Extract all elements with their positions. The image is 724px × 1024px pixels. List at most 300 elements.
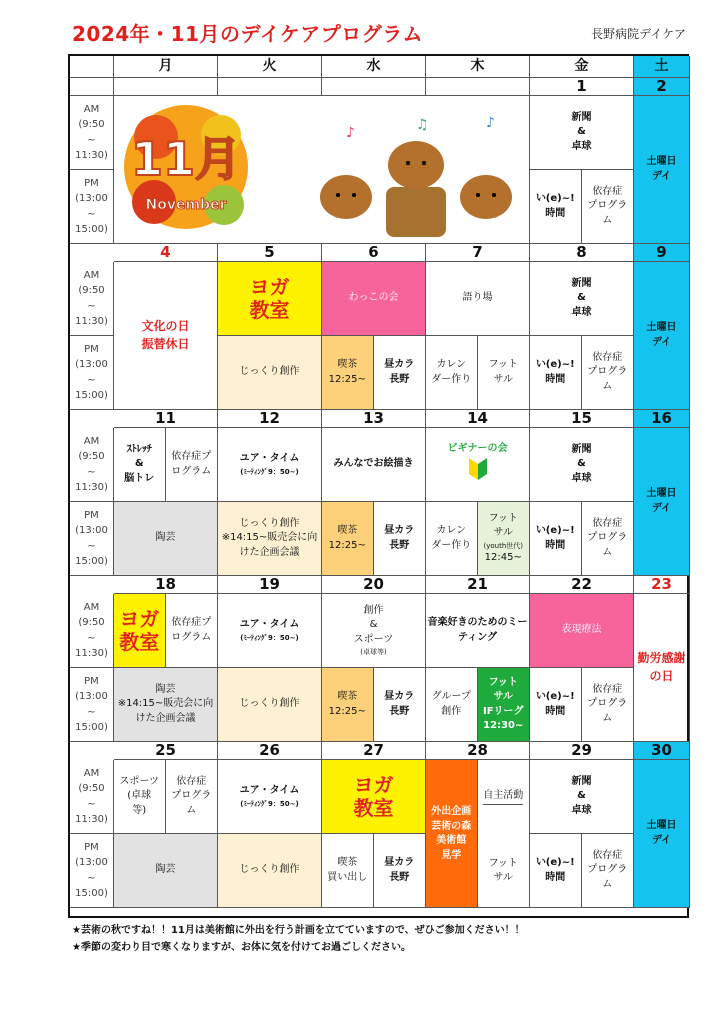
- thu-right: [478, 760, 530, 908]
- cell-line: 12:25~: [328, 373, 366, 385]
- cell-line: い(e)~!: [535, 359, 575, 370]
- holiday-cell-line: 振替休日: [141, 336, 190, 351]
- cell-line: 喫茶: [337, 857, 358, 868]
- month-logo-text: 11月: [130, 131, 241, 186]
- date-cell: [530, 78, 634, 96]
- am-slot-label-line: (9:50: [78, 285, 105, 296]
- sat-cell-line: 土曜日: [646, 820, 677, 831]
- beginner-meeting: [426, 428, 530, 502]
- cell-line: 依存症プ: [171, 617, 212, 628]
- cell-line: サル: [493, 872, 513, 883]
- pm-slot-label-line: ~: [87, 374, 96, 386]
- date-cell-empty: [114, 78, 218, 96]
- tue-am-line: ユア・タイム: [239, 785, 300, 797]
- date-cell: [634, 78, 690, 96]
- cell-line: 等): [132, 804, 147, 816]
- fri-am-line: 新聞: [571, 111, 592, 123]
- cell-line: フット: [488, 512, 518, 524]
- mon-pm-line: けた企画会議: [135, 712, 196, 724]
- wed-pm: [322, 668, 426, 742]
- header-day: [426, 56, 530, 78]
- pm-slot-label-line: 15:00): [75, 888, 108, 899]
- am-slot-label-line: 11:30): [75, 150, 108, 161]
- sat-cell-line: デイ: [651, 336, 672, 348]
- date-cell-line: 30: [651, 742, 672, 759]
- cell-line: 依存症: [592, 849, 623, 861]
- fri-am-line: &: [577, 790, 586, 802]
- mon-am-right: [166, 594, 218, 667]
- date-cell-line: 29: [571, 742, 592, 759]
- sat-cell: [634, 262, 690, 410]
- mon-am: [114, 760, 218, 834]
- pm-slot-label-line: (13:00: [75, 857, 108, 868]
- wed-pm-right: [374, 834, 426, 907]
- music-notes-icon: [346, 115, 495, 141]
- tue-am: [218, 760, 322, 834]
- date-cell-line: 13: [363, 410, 384, 427]
- cell-line: プログラ: [587, 366, 628, 378]
- self-activity: [483, 789, 523, 805]
- mon-am: [114, 428, 218, 502]
- cell-line: ム: [602, 878, 613, 890]
- cell-line: ム: [186, 804, 197, 816]
- wed-pm-left: [322, 502, 374, 575]
- fri-pm-right: [582, 170, 634, 243]
- cell-line: ヨガ: [119, 606, 160, 631]
- date-cell: [634, 742, 690, 760]
- sat-cell-line: デイ: [651, 502, 672, 514]
- pm-slot-label-line: PM: [84, 509, 99, 521]
- cell-line: プログラ: [587, 532, 628, 544]
- sat-cell-line: デイ: [651, 834, 672, 846]
- date-cell: [322, 742, 426, 760]
- cell-line: ダー作り: [431, 539, 472, 551]
- date-cell-line: 20: [363, 576, 384, 593]
- date-cell-line: 22: [571, 576, 592, 593]
- cell-line: ム: [602, 712, 613, 724]
- tue-pm-line: じっくり創作: [239, 698, 300, 710]
- pm-slot-label-line: (13:00: [75, 525, 108, 536]
- cell-line: グループ: [431, 691, 471, 702]
- cell-line: 12:25~: [328, 705, 366, 717]
- pm-slot-label-line: (13:00: [75, 691, 108, 702]
- header-day: [322, 56, 426, 78]
- tree-stump-icon: [386, 187, 446, 237]
- cell-line: 依存症: [176, 775, 207, 787]
- autumn-chestnut-illustration: [116, 97, 528, 243]
- cell-line: フット: [488, 359, 518, 370]
- fri-am: [530, 96, 634, 170]
- tue-am: [218, 594, 322, 668]
- date-cell: [322, 244, 426, 262]
- pm-slot-label-line: PM: [84, 675, 99, 687]
- sat-cell-line: 土曜日: [646, 156, 677, 167]
- cell-line: 依存症: [592, 185, 623, 197]
- header-day-line: 水: [366, 58, 381, 75]
- cell-line: 自主活動: [483, 790, 524, 802]
- cell-line: 時間: [545, 705, 566, 717]
- thu-pm-left: [426, 336, 478, 409]
- cell-line: 喫茶: [337, 359, 358, 370]
- am-slot-label-line: 11:30): [75, 814, 108, 825]
- date-cell: [114, 244, 218, 262]
- cell-line: ム: [602, 214, 613, 226]
- date-cell-line: 21: [467, 576, 488, 593]
- holiday-cell-line: 文化の日: [141, 319, 190, 334]
- date-cell-line: 14: [467, 410, 488, 427]
- wed-pm-right: [374, 336, 426, 409]
- tue-pm-line: じっくり創作: [239, 366, 300, 378]
- thu-pm: [426, 668, 530, 742]
- note-2: ★季節の変わり目で寒くなりますが、お体に気を付けてお過ごしください。: [72, 942, 411, 953]
- cell-line: IFリーグ: [482, 705, 524, 717]
- cell-line: 昼カラ: [384, 525, 415, 536]
- am-slot-label-line: AM: [83, 435, 100, 447]
- mon-am-left: [114, 760, 166, 833]
- november-illustration: [114, 96, 530, 244]
- tue-am-line: ユア・タイム: [239, 619, 300, 631]
- schedule-table: [68, 54, 689, 918]
- am-slot-label-line: (9:50: [78, 119, 105, 130]
- pm-slot-label-line: ~: [87, 706, 96, 718]
- date-cell: [426, 244, 530, 262]
- thu-pm-left: [426, 668, 478, 741]
- cell-line: (youth世代): [483, 541, 523, 550]
- pm-slot-label: [70, 668, 114, 742]
- date-cell: [426, 410, 530, 428]
- mon-am-left: [114, 594, 166, 667]
- sat-cell: [634, 760, 690, 908]
- wed-am-line: &: [369, 619, 378, 631]
- svg-text:♪: ♪: [485, 114, 495, 131]
- fri-pm-left: [530, 668, 582, 741]
- wed-pm-right: [374, 502, 426, 575]
- fri-pm-right: [582, 834, 634, 907]
- fri-pm-left: [530, 336, 582, 409]
- cell-line: プログラ: [171, 790, 212, 802]
- date-cell: [634, 244, 690, 262]
- header-day-line: 土: [654, 58, 669, 75]
- tue-am-line: (ﾐｰﾃｨﾝｸﾞ9：50~): [240, 467, 299, 476]
- cell-line: スポーツ: [119, 775, 160, 787]
- mon-pm-line: 陶芸: [155, 683, 176, 695]
- cell-line: い(e)~!: [535, 525, 575, 536]
- am-slot-label-line: 11:30): [75, 316, 108, 327]
- cell-line: ｽﾄﾚｯﾁ: [126, 443, 152, 455]
- cell-line: い(e)~!: [535, 857, 575, 868]
- header-day: [530, 56, 634, 78]
- date-cell: [634, 576, 690, 594]
- cell-line: サル: [493, 373, 513, 385]
- date-cell-empty: [426, 78, 530, 96]
- note-1: ★芸術の秋ですね！！11月は美術館に外出を行う計画を立てていますので、ぜひご参加ください！！: [72, 925, 525, 936]
- svg-text:♪: ♪: [345, 124, 355, 141]
- wed-am-line: みんなでお絵描き: [333, 458, 414, 470]
- fri-am-line: &: [577, 292, 586, 304]
- cell-line: 喫茶: [337, 525, 358, 536]
- date-cell-line: 9: [656, 244, 667, 261]
- yoga-class: [322, 760, 426, 834]
- cell-line: 昼カラ: [384, 857, 415, 868]
- date-cell-line: 8: [576, 244, 587, 261]
- talk-space: [426, 262, 530, 336]
- expression-therapy-line: 表現療法: [561, 624, 602, 636]
- date-cell: [322, 576, 426, 594]
- cell-line: 創作: [441, 705, 462, 717]
- pm-slot-label-line: PM: [84, 841, 99, 853]
- holiday-cell: [114, 262, 218, 410]
- cell-line: カレン: [436, 359, 467, 370]
- fri-am-line: 卓球: [571, 140, 592, 152]
- am-slot-label: [70, 262, 114, 336]
- mon-am-right: [166, 760, 218, 833]
- date-cell: [530, 244, 634, 262]
- cell-line: 喫茶: [337, 691, 358, 702]
- pm-slot-label-line: 15:00): [75, 722, 108, 733]
- wed-am-line: スポーツ: [353, 633, 394, 645]
- tue-pm-line: ※14:15~販売会に向: [221, 532, 318, 544]
- cell-line: 長野: [389, 373, 410, 385]
- thu-pm-right: [478, 668, 530, 741]
- tue-pm-line: じっくり創作: [239, 517, 300, 529]
- cell-line: フット: [488, 676, 518, 688]
- mon-pm-line: ※14:15~販売会に向: [117, 698, 214, 710]
- pm-slot-label-line: PM: [84, 343, 99, 355]
- wed-pm-left: [322, 834, 374, 907]
- cell-line: ログラム: [171, 465, 212, 477]
- cell-line: い(e)~!: [535, 691, 575, 702]
- cell-line: ム: [602, 380, 613, 392]
- am-slot-label-line: ~: [87, 632, 96, 644]
- header-day-line: 火: [262, 58, 277, 75]
- date-cell-empty: [218, 78, 322, 96]
- fri-pm-right: [582, 502, 634, 575]
- date-cell: [530, 410, 634, 428]
- date-cell-empty: [70, 78, 114, 96]
- mon-am-left: [114, 428, 166, 501]
- beginner-mark-icon: [467, 456, 489, 482]
- wakko-meeting-line: わっこの会: [348, 292, 399, 304]
- sat-cell-line: 土曜日: [646, 322, 677, 333]
- thu-pm-right: [478, 502, 530, 575]
- cell-line: 時間: [545, 373, 566, 385]
- tue-am: [218, 428, 322, 502]
- date-cell-line: 16: [651, 410, 672, 427]
- date-cell-line: 27: [363, 742, 384, 759]
- sat-cell-line: デイ: [651, 170, 672, 182]
- cell-line: 時間: [545, 207, 566, 219]
- date-cell-line: 6: [368, 244, 379, 261]
- yoga-class-line: 教室: [249, 297, 290, 322]
- am-slot-label-line: AM: [83, 601, 100, 613]
- yoga-class-line: ヨガ: [353, 772, 394, 797]
- cell-line: プログラ: [587, 698, 628, 710]
- fri-pm: [530, 834, 634, 908]
- date-cell: [218, 244, 322, 262]
- futsal: [483, 857, 523, 886]
- wed-am-line: (卓球等): [360, 648, 387, 657]
- cell-line: 外出企画: [431, 806, 472, 817]
- cell-line: 依存症: [592, 683, 623, 695]
- cell-line: 見学: [441, 849, 462, 861]
- tue-am-line: (ﾐｰﾃｨﾝｸﾞ9：50~): [240, 633, 299, 642]
- am-slot-label-line: (9:50: [78, 617, 105, 628]
- thu-pm-right: [478, 336, 530, 409]
- date-cell-line: 25: [155, 742, 176, 759]
- mon-pm: [114, 502, 218, 576]
- fri-pm: [530, 336, 634, 410]
- date-cell-line: 11: [155, 410, 176, 427]
- date-cell-line: 1: [576, 78, 587, 95]
- fri-am-line: 卓球: [571, 306, 592, 318]
- fri-pm-left: [530, 834, 582, 907]
- am-slot-label-line: ~: [87, 134, 96, 146]
- cell-line: 芸術の森: [431, 820, 472, 832]
- yoga-class-line: ヨガ: [249, 274, 290, 299]
- date-cell: [218, 576, 322, 594]
- labor-thanksgiving: [634, 594, 690, 742]
- date-cell-line: 19: [259, 576, 280, 593]
- cell-line: ダー作り: [431, 373, 472, 385]
- tue-pm: [218, 834, 322, 908]
- music-meeting-line: ティング: [458, 631, 497, 643]
- cell-line: 脳トレ: [124, 472, 155, 484]
- mon-pm-line: 陶芸: [155, 532, 176, 544]
- cell-line: プログラ: [587, 200, 628, 212]
- music-meeting-line: 音楽好きのためのミー: [427, 617, 528, 628]
- date-cell: [114, 576, 218, 594]
- page-title: 2024年・11月のデイケアプログラム: [72, 22, 423, 46]
- talk-space-line: 語り場: [462, 292, 493, 304]
- tue-pm-line: けた企画会議: [239, 546, 300, 558]
- date-cell-line: 12: [259, 410, 280, 427]
- tue-pm: [218, 502, 322, 576]
- pm-slot-label: [70, 834, 114, 908]
- tue-pm-line: じっくり創作: [239, 864, 300, 876]
- date-cell: [322, 410, 426, 428]
- cell-line: い(e)~!: [535, 193, 575, 204]
- cell-line: 12:30~: [483, 720, 524, 731]
- sat-cell-line: 土曜日: [646, 488, 677, 499]
- header-day-line: 月: [158, 58, 173, 75]
- fri-am-line: 卓球: [571, 804, 592, 816]
- fri-pm-left: [530, 502, 582, 575]
- wed-am: [322, 428, 426, 502]
- cell-line: 長野: [389, 539, 410, 551]
- fri-am-line: 卓球: [571, 472, 592, 484]
- month-english-logo: November: [145, 196, 226, 213]
- am-slot-label: [70, 760, 114, 834]
- date-cell: [218, 410, 322, 428]
- date-cell: [634, 410, 690, 428]
- mon-am-right: [166, 428, 218, 501]
- beginner-label: ビギナーの会: [447, 442, 508, 454]
- cell-line: ログラム: [171, 631, 212, 643]
- expression-therapy: [530, 594, 634, 668]
- date-cell-line: 28: [467, 742, 488, 759]
- mon-pm: [114, 668, 218, 742]
- date-cell: [426, 576, 530, 594]
- date-cell-line: 2: [656, 78, 667, 95]
- pm-slot-label-line: 15:00): [75, 556, 108, 567]
- cell-line: 時間: [545, 871, 566, 883]
- am-slot-label-line: AM: [83, 269, 100, 281]
- header-day: [218, 56, 322, 78]
- pm-slot-label: [70, 170, 114, 244]
- cell-line: 昼カラ: [384, 359, 415, 370]
- pm-slot-label-line: (13:00: [75, 193, 108, 204]
- am-slot-label: [70, 594, 114, 668]
- header-blank: [70, 56, 114, 78]
- pm-slot-label-line: ~: [87, 208, 96, 220]
- fri-pm: [530, 170, 634, 244]
- wed-pm-right: [374, 668, 426, 741]
- am-slot-label-line: 11:30): [75, 482, 108, 493]
- wed-pm: [322, 502, 426, 576]
- thu-block: [426, 760, 530, 908]
- am-slot-label-line: 11:30): [75, 648, 108, 659]
- cell-line: 美術館: [436, 835, 467, 846]
- fri-am: [530, 760, 634, 834]
- wed-pm-left: [322, 336, 374, 409]
- date-cell-line: 18: [155, 576, 176, 593]
- tue-am-line: ユア・タイム: [239, 453, 300, 465]
- am-slot-label-line: ~: [87, 798, 96, 810]
- cell-line: 長野: [389, 705, 410, 717]
- wed-pm-left: [322, 668, 374, 741]
- music-meeting: [426, 594, 530, 668]
- organization-name: 長野病院デイケア: [591, 27, 686, 41]
- sat-cell: [634, 96, 690, 244]
- date-cell-line: 4: [160, 244, 171, 261]
- pm-slot-label-line: 15:00): [75, 224, 108, 235]
- header-day: [114, 56, 218, 78]
- date-cell-line: 23: [651, 576, 672, 593]
- header-day: [634, 56, 690, 78]
- wakko-meeting: [322, 262, 426, 336]
- date-cell: [114, 410, 218, 428]
- fri-pm: [530, 502, 634, 576]
- cell-line: 依存症プ: [171, 451, 212, 462]
- mon-am: [114, 594, 218, 668]
- fri-am-line: 新聞: [571, 775, 592, 787]
- cell-line: 買い出し: [327, 871, 368, 883]
- cell-line: サル: [493, 527, 513, 539]
- date-cell: [114, 742, 218, 760]
- tue-pm: [218, 668, 322, 742]
- pm-slot-label-line: ~: [87, 872, 96, 884]
- tue-am-line: (ﾐｰﾃｨﾝｸﾞ9：50~): [240, 799, 299, 808]
- cell-line: 依存症: [592, 517, 623, 529]
- wed-pm: [322, 834, 426, 908]
- date-cell: [426, 742, 530, 760]
- cell-line: プログラ: [587, 864, 628, 876]
- cell-line: 依存症: [592, 351, 623, 363]
- date-cell-line: 7: [472, 244, 483, 261]
- date-cell: [218, 742, 322, 760]
- labor-thanksgiving-line: の日: [649, 668, 674, 683]
- fri-am-line: 新聞: [571, 443, 592, 455]
- svg-text:♫: ♫: [415, 116, 429, 133]
- thu-pm: [426, 336, 530, 410]
- fri-am-line: &: [577, 458, 586, 470]
- date-cell-line: 15: [571, 410, 592, 427]
- cell-line: フット: [488, 857, 518, 869]
- fri-am-line: 新聞: [571, 277, 592, 289]
- yoga-class-line: 教室: [353, 795, 394, 820]
- cell-line: (卓球: [127, 790, 152, 802]
- am-slot-label-line: AM: [83, 767, 100, 779]
